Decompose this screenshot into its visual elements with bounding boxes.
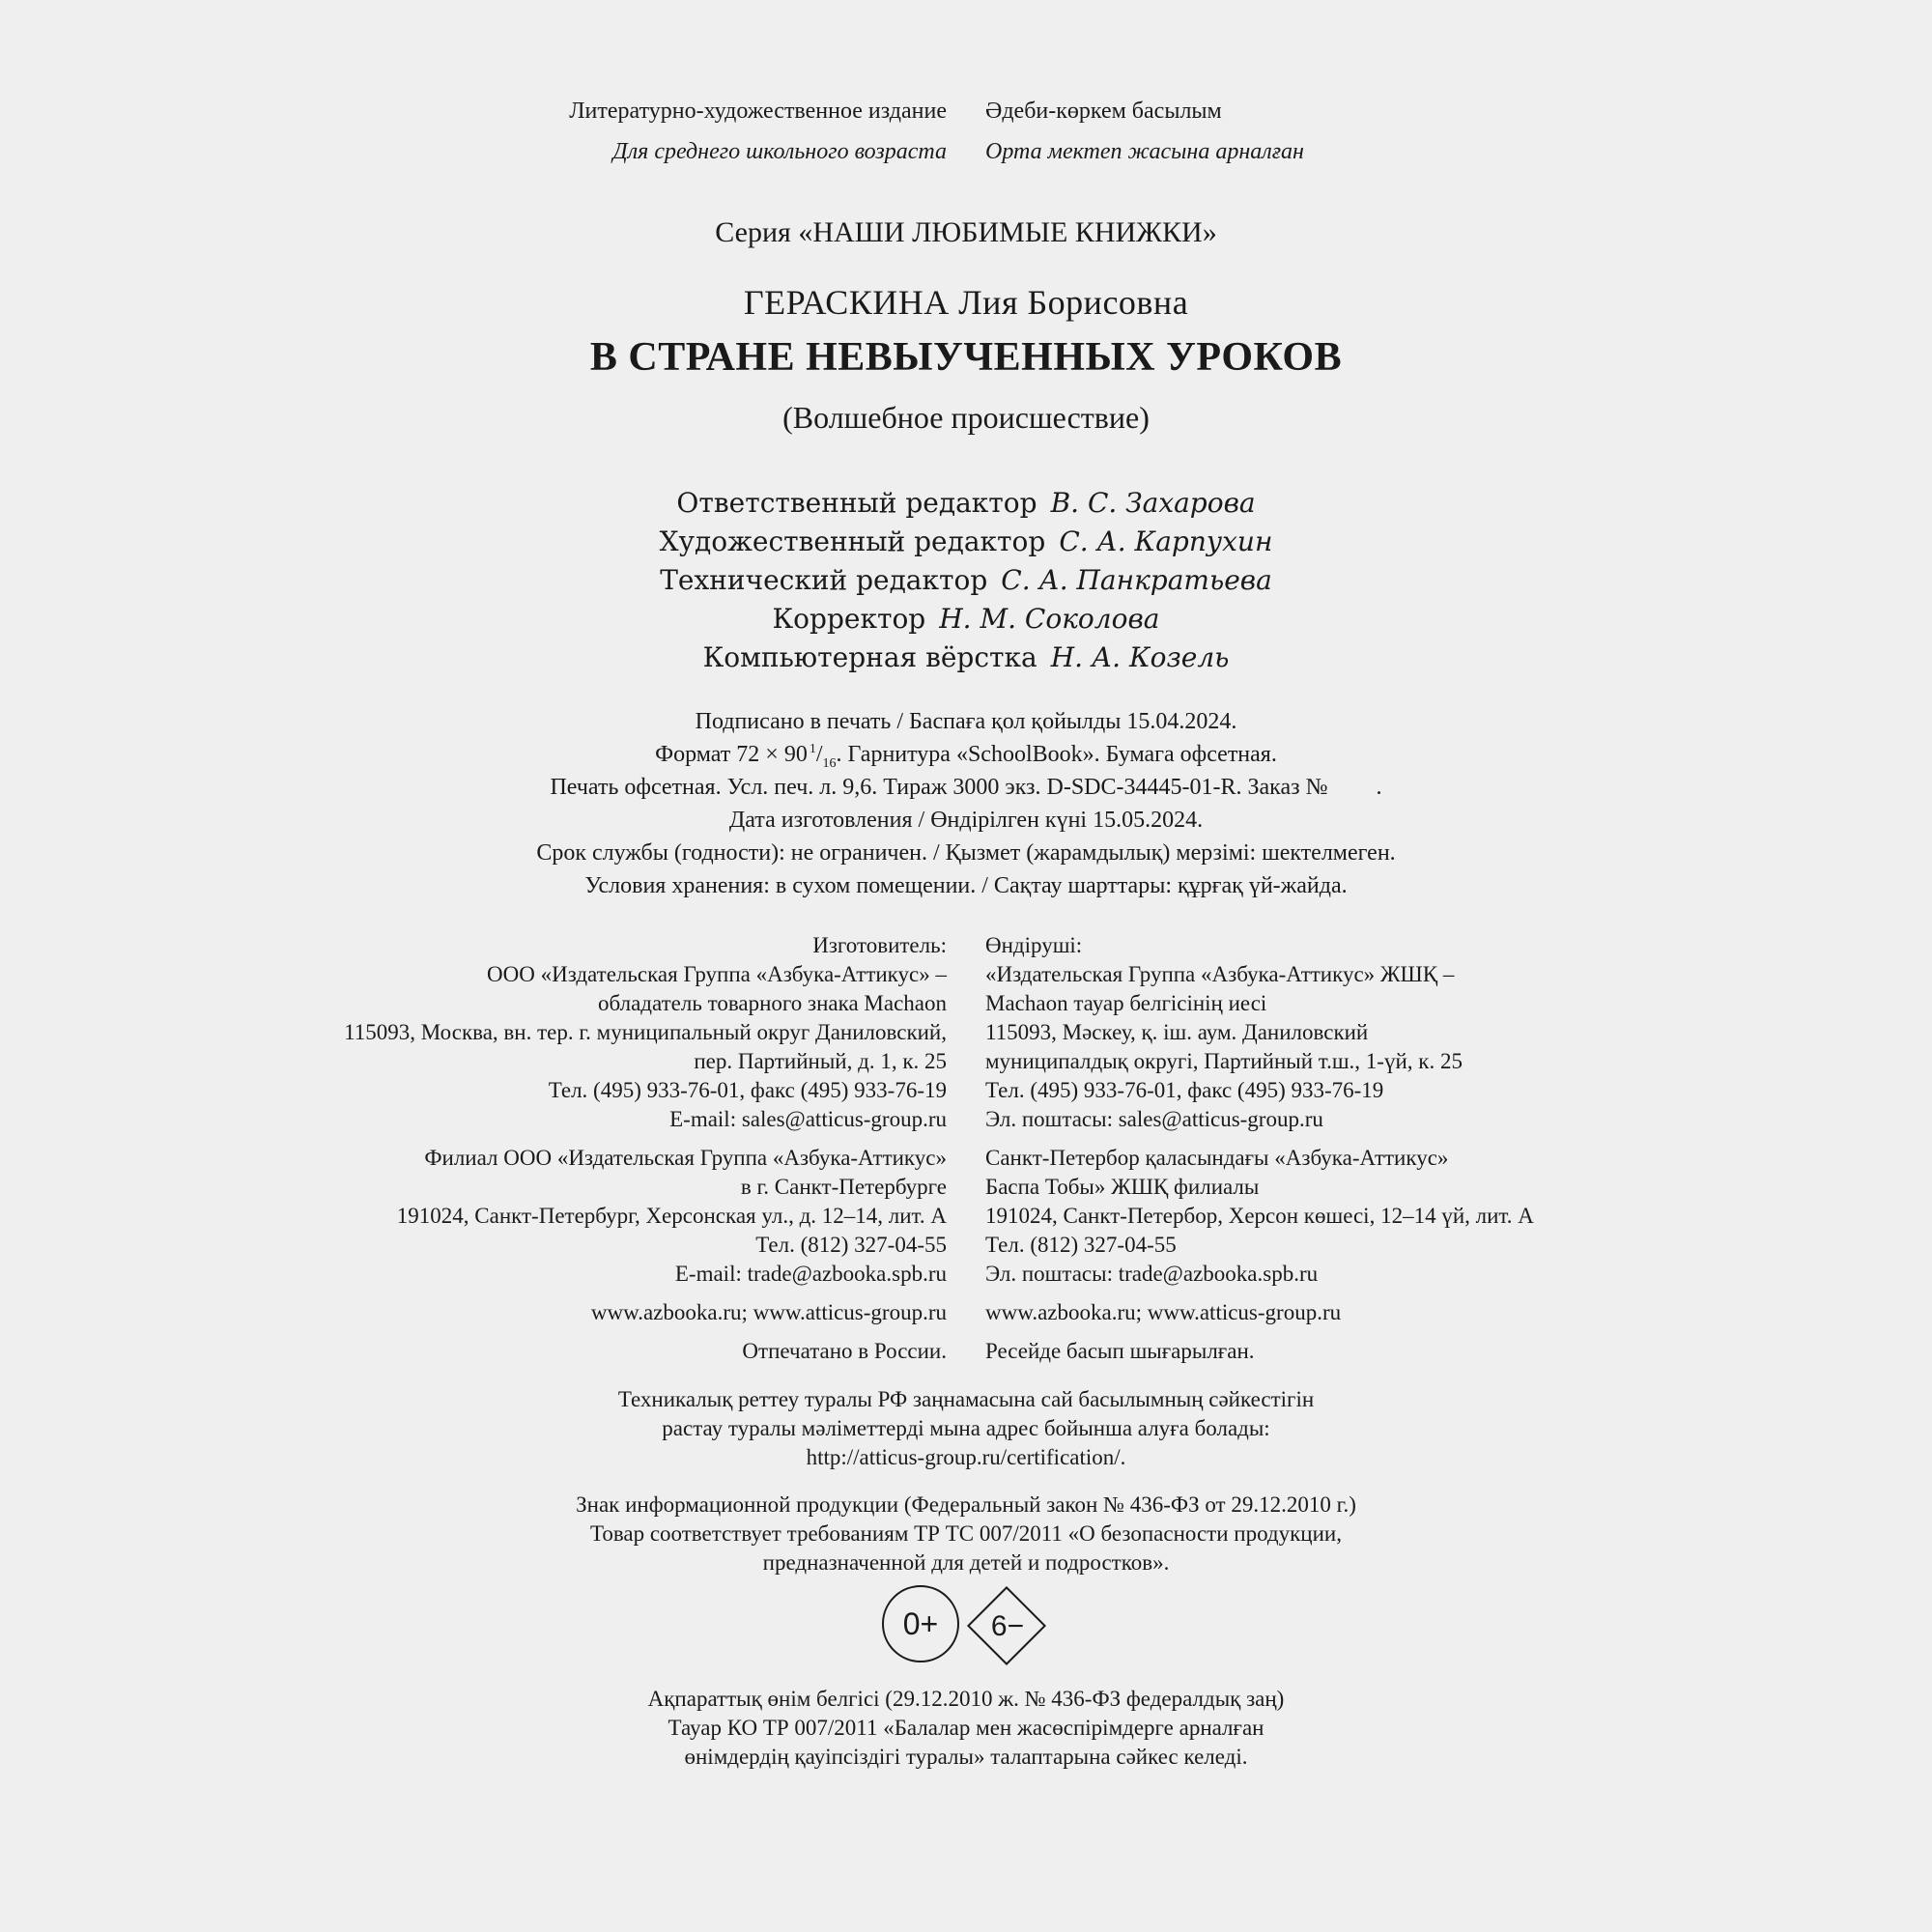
format-slash: / <box>815 742 823 767</box>
age-rating-badges <box>0 1585 1932 1672</box>
series-title: Серия «НАШИ ЛЮБИМЫЕ КНИЖКИ» <box>715 216 1217 248</box>
manufacturer-kz-line: 115093, Мәскеу, қ. іш. аум. Даниловский <box>985 1020 1369 1044</box>
branch-kz-line: Санкт-Петербор қаласындағы «Азбука-Аттикус» <box>985 1146 1449 1170</box>
age-rating-circle-icon <box>882 1585 959 1662</box>
branch-ru-line: Филиал ООО «Издательская Группа «Азбука-Аттикус» <box>424 1146 947 1170</box>
manufacturer-kz-line: Machaon тауар белгісінің иесі <box>985 991 1267 1015</box>
manufacturer-ru-email: E-mail: sales@atticus-group.ru <box>669 1107 947 1131</box>
shelf-life: Срок службы (годности): не ограничен. / Қызмет (жарамдылық) мерзімі: шектелмеген. <box>536 840 1396 866</box>
edition-type-ru: Литературно-художественное издание <box>569 99 947 124</box>
certification-line: растау туралы мәліметтерді мына адрес бойынша алуға болады: <box>662 1416 1270 1440</box>
book-title: В СТРАНЕ НЕВЫУЧЕННЫХ УРОКОВ <box>589 335 1343 380</box>
format-line <box>0 742 1932 772</box>
edition-type-kz: Әдеби-көркем басылым <box>985 99 1222 124</box>
age-rating-circle-label: 0+ <box>902 1605 939 1641</box>
printed-in-block <box>0 1337 1932 1366</box>
websites-ru: www.azbooka.ru; www.atticus-group.ru <box>590 1300 947 1324</box>
format-sub: 16 <box>822 755 837 771</box>
manufacturer-kz-line: «Издательская Группа «Азбука-Аттикус» ЖШҚ – <box>985 962 1455 986</box>
age-group-kz: Орта мектеп жасына арналған <box>985 139 1304 164</box>
print-run-line <box>0 775 1932 801</box>
branch-ru-line: в г. Санкт-Петербурге <box>740 1175 947 1199</box>
info-sign-kz-line: Тауар КО ТР 007/2011 «Балалар мен жасөспірімдерге арналған <box>668 1716 1264 1740</box>
credit-role: Художественный редактор <box>659 526 1046 557</box>
credit-role: Технический редактор <box>660 564 988 596</box>
credit-line <box>0 526 1932 557</box>
credit-name: Н. М. Соколова <box>939 603 1160 635</box>
certification-url: http://atticus-group.ru/certification/. <box>806 1445 1126 1469</box>
age-rating-diamond-icon <box>966 1585 1049 1668</box>
printed-in-kz: Ресейде басып шығарылған. <box>985 1339 1255 1363</box>
manufacturer-kz-line: муниципалдық округі, Партийный т.ш., 1-үй, к. 25 <box>985 1049 1463 1073</box>
manufacturer-ru-line: обладатель товарного знака Machaon <box>597 991 947 1015</box>
print-run-text: Печать офсетная. Усл. печ. л. 9,6. Тираж 3000 экз. D-SDC-34445-01-R. Заказ № <box>550 775 1328 800</box>
manufacturer-kz-email: Эл. поштасы: sales@atticus-group.ru <box>985 1107 1323 1131</box>
age-rating-diamond-label: 6− <box>990 1610 1025 1642</box>
storage-conditions: Условия хранения: в сухом помещении. / Сақтау шарттары: құрғақ үй-жайда. <box>584 873 1348 898</box>
print-run-end: . <box>1376 775 1382 800</box>
websites-kz: www.azbooka.ru; www.atticus-group.ru <box>985 1300 1342 1324</box>
manufacture-date: Дата изготовления / Өндірілген күні 15.05.2024. <box>728 808 1204 833</box>
branch-kz-line: 191024, Санкт-Петербор, Херсон көшесі, 12–14 үй, лит. А <box>985 1204 1534 1228</box>
credit-line <box>0 641 1932 673</box>
typeface-text: . Гарнитура «SchoolBook». Бумага офсетная. <box>836 742 1277 767</box>
credit-line <box>0 487 1932 519</box>
credit-name: С. А. Панкратьева <box>1001 564 1272 596</box>
branch-block <box>0 1144 1932 1289</box>
info-sign-ru-line: предназначенной для детей и подростков». <box>762 1550 1170 1575</box>
credit-name: С. А. Карпухин <box>1059 526 1273 557</box>
signed-to-print: Подписано в печать / Баспаға қол қойылды 15.04.2024. <box>695 709 1237 734</box>
branch-ru-line: 191024, Санкт-Петербург, Херсонская ул., д. 12–14, лит. А <box>396 1204 947 1228</box>
format-text: Формат 72 × 90 <box>655 742 808 767</box>
info-sign-ru-line: Товар соответствует требованиям ТР ТС 007/2011 «О безопасности продукции, <box>590 1521 1342 1546</box>
info-sign-kz-line: өнімдердің қауіпсіздігі туралы» талаптарына сәйкес келеді. <box>684 1745 1248 1769</box>
credit-name: В. С. Захарова <box>1050 487 1256 519</box>
header-block <box>0 99 1932 180</box>
branch-kz-line: Баспа Тобы» ЖШҚ филиалы <box>985 1175 1260 1199</box>
manufacturer-ru-line: пер. Партийный, д. 1, к. 25 <box>694 1049 947 1073</box>
credit-role: Ответственный редактор <box>676 487 1037 519</box>
manufacturer-kz-line: Өндіруші: <box>985 933 1083 957</box>
printed-in-ru: Отпечатано в России. <box>742 1339 947 1363</box>
credit-name: Н. А. Козель <box>1050 641 1230 673</box>
info-sign-kz-line: Ақпараттық өнім белгісі (29.12.2010 ж. № 436-ФЗ федералдық заң) <box>647 1687 1285 1711</box>
branch-kz-email: Эл. поштасы: trade@azbooka.spb.ru <box>985 1262 1319 1286</box>
credit-line <box>0 603 1932 635</box>
manufacturer-ru-line: 115093, Москва, вн. тер. г. муниципальный округ Даниловский, <box>344 1020 947 1044</box>
manufacturer-ru-line: Тел. (495) 933-76-01, факс (495) 933-76-19 <box>548 1078 947 1102</box>
info-sign-ru-line: Знак информационной продукции (Федеральный закон № 436-ФЗ от 29.12.2010 г.) <box>576 1492 1356 1517</box>
manufacturer-ru-line: ООО «Издательская Группа «Азбука-Аттикус» – <box>487 962 947 986</box>
manufacturer-ru-line: Изготовитель: <box>812 933 947 957</box>
websites-block <box>0 1298 1932 1327</box>
credit-role: Корректор <box>772 603 926 635</box>
branch-ru-line: Тел. (812) 327-04-55 <box>755 1233 947 1257</box>
branch-ru-email: E-mail: trade@azbooka.spb.ru <box>674 1262 947 1286</box>
manufacturer-kz-line: Тел. (495) 933-76-01, факс (495) 933-76-19 <box>985 1078 1384 1102</box>
format-sup: 1 <box>809 742 816 756</box>
book-subtitle: (Волшебное происшествие) <box>782 400 1150 435</box>
manufacturer-block <box>0 931 1932 1134</box>
certification-line: Техникалық реттеу туралы РФ заңнамасына сай басылымның сәйкестігін <box>617 1387 1315 1411</box>
author-name: ГЕРАСКИНА Лия Борисовна <box>743 283 1189 322</box>
credit-role: Компьютерная вёрстка <box>702 641 1037 673</box>
credit-line <box>0 564 1932 596</box>
branch-kz-line: Тел. (812) 327-04-55 <box>985 1233 1177 1257</box>
age-group-ru: Для среднего школьного возраста <box>612 139 947 164</box>
